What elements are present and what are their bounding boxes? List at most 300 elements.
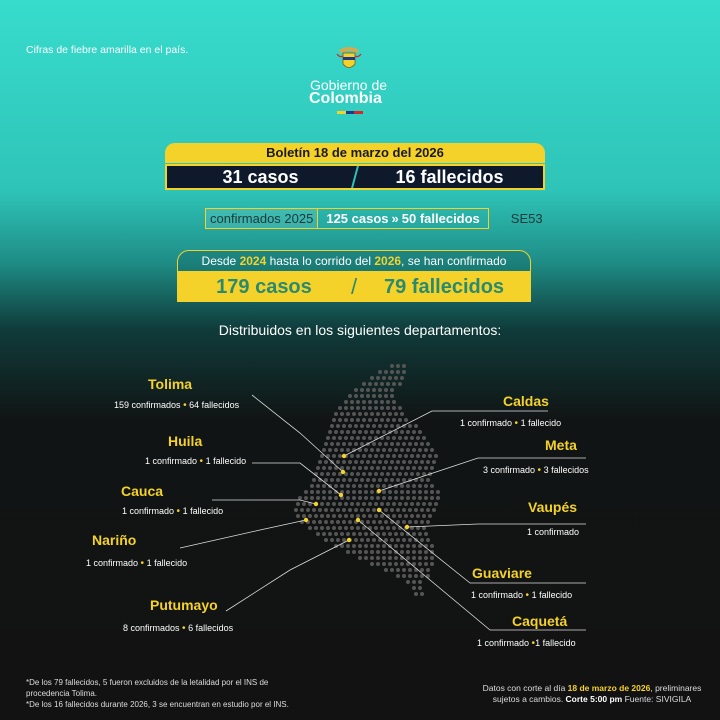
map-dot <box>364 484 368 488</box>
dept-meta <box>545 437 577 453</box>
map-dot <box>380 382 384 386</box>
map-dot <box>368 400 372 404</box>
map-dot <box>376 466 380 470</box>
map-dot <box>388 376 392 380</box>
map-dot <box>350 418 354 422</box>
map-dot <box>410 454 414 458</box>
map-dot <box>324 508 328 512</box>
map-dot <box>412 496 416 500</box>
map-dot <box>354 424 358 428</box>
map-dot <box>322 448 326 452</box>
map-dot <box>342 478 346 482</box>
map-dot <box>368 406 372 410</box>
map-dot <box>332 472 336 476</box>
map-dot <box>402 574 406 578</box>
map-dot <box>390 538 394 542</box>
map-dot <box>416 514 420 518</box>
map-dot <box>418 562 422 566</box>
map-dot <box>356 514 360 518</box>
map-dot <box>322 466 326 470</box>
brand-line2: Colombia <box>309 90 382 107</box>
map-dot <box>412 544 416 548</box>
map-dot <box>400 376 404 380</box>
map-dot <box>342 460 346 464</box>
map-dot <box>420 460 424 464</box>
location-marker <box>405 525 409 529</box>
map-dot <box>364 556 368 560</box>
map-dot <box>416 454 420 458</box>
map-dot <box>382 490 386 494</box>
map-dot <box>368 382 372 386</box>
map-dot <box>328 466 332 470</box>
map-dot <box>424 448 428 452</box>
map-dot <box>408 574 412 578</box>
map-dot <box>358 484 362 488</box>
map-dot <box>382 544 386 548</box>
map-dot <box>380 400 384 404</box>
map-dot <box>338 436 342 440</box>
map-dot <box>338 514 342 518</box>
map-dot <box>376 412 380 416</box>
map-dot <box>412 448 416 452</box>
map-dot <box>376 430 380 434</box>
dept-cauca-stats: 1 confirmado • 1 fallecido <box>122 506 224 517</box>
map-dot <box>412 490 416 494</box>
map-dot <box>408 568 412 572</box>
map-dot <box>346 496 350 500</box>
map-dot <box>390 370 394 374</box>
map-dot <box>358 412 362 416</box>
map-dot <box>360 388 364 392</box>
map-dot <box>346 412 350 416</box>
map-dot <box>400 496 404 500</box>
map-dot <box>388 448 392 452</box>
map-dot <box>360 442 364 446</box>
map-dot <box>408 520 412 524</box>
dept-huila <box>168 433 202 449</box>
map-dot <box>414 508 418 512</box>
map-dot <box>364 430 368 434</box>
map-dot <box>418 532 422 536</box>
map-dot <box>366 424 370 428</box>
map-dot <box>316 490 320 494</box>
map-dot <box>376 496 380 500</box>
dept-confirmed: 1 confirmado <box>527 527 580 537</box>
year-end: 2026 <box>374 254 402 268</box>
map-dot <box>344 502 348 506</box>
map-dot <box>358 544 362 548</box>
dept-caqueta-stats: 1 confirmado •1 fallecido <box>477 638 576 649</box>
map-dot <box>396 508 400 512</box>
map-dot <box>418 550 422 554</box>
map-dot <box>328 532 332 536</box>
map-dot <box>392 514 396 518</box>
map-dot <box>346 544 350 548</box>
map-dot <box>316 484 320 488</box>
location-marker <box>377 508 381 512</box>
map-dot <box>296 502 300 506</box>
map-dot <box>334 496 338 500</box>
map-dot <box>414 460 418 464</box>
dept-confirmed: 1 confirmado <box>86 558 139 568</box>
map-dot <box>386 400 390 404</box>
map-dot <box>414 592 418 596</box>
leader-line <box>212 500 316 504</box>
map-dot <box>314 514 318 518</box>
footnote-right <box>482 683 702 705</box>
map-dot <box>324 538 328 542</box>
map-dot <box>364 550 368 554</box>
map-dot <box>386 526 390 530</box>
map-dot <box>354 388 358 392</box>
dept-name: Tolima <box>148 376 193 392</box>
since-suffix: , se han confirmado <box>401 254 507 268</box>
map-dot <box>334 484 338 488</box>
footnote-prefix: Datos con corte al día <box>482 683 568 693</box>
map-dot <box>368 418 372 422</box>
map-dot <box>380 454 384 458</box>
map-dot <box>406 544 410 548</box>
map-dot <box>368 526 372 530</box>
map-dot <box>416 502 420 506</box>
map-dot <box>312 508 316 512</box>
map-dot <box>330 538 334 542</box>
map-dot <box>346 484 350 488</box>
location-marker <box>314 502 318 506</box>
map-dot <box>368 514 372 518</box>
map-dot <box>392 502 396 506</box>
map-dot <box>374 454 378 458</box>
map-dot <box>412 556 416 560</box>
map-dot <box>370 448 374 452</box>
map-dot <box>350 436 354 440</box>
map-dot <box>352 430 356 434</box>
map-dot <box>326 514 330 518</box>
dept-vaupes <box>528 499 577 515</box>
map-dot <box>374 526 378 530</box>
map-dot <box>432 460 436 464</box>
map-dot <box>412 484 416 488</box>
map-dot <box>400 532 404 536</box>
map-dot <box>372 508 376 512</box>
map-dot <box>338 418 342 422</box>
map-dot <box>364 544 368 548</box>
map-dot <box>336 478 340 482</box>
map-dot <box>408 442 412 446</box>
map-dot <box>318 460 322 464</box>
dept-deaths: 64 fallecidos <box>189 400 240 410</box>
dept-cauca <box>121 483 163 499</box>
distribution-title: Distribuidos en los siguientes departamentos: <box>218 322 502 338</box>
map-dot <box>364 412 368 416</box>
map-dot <box>350 454 354 458</box>
map-dot <box>396 568 400 572</box>
map-dot <box>340 412 344 416</box>
map-dot <box>410 472 414 476</box>
dept-confirmed: 159 confirmados <box>114 400 181 410</box>
map-dot <box>346 430 350 434</box>
map-dot <box>382 376 386 380</box>
map-dot <box>324 442 328 446</box>
map-dot <box>366 388 370 392</box>
map-dot <box>330 478 334 482</box>
map-dot <box>384 424 388 428</box>
map-dot <box>434 502 438 506</box>
map-dot <box>414 520 418 524</box>
dept-confirmed: 1 confirmado <box>122 506 175 516</box>
map-dot <box>406 466 410 470</box>
map-dot <box>352 532 356 536</box>
map-dot <box>328 496 332 500</box>
map-dot <box>308 526 312 530</box>
dept-meta-stats: 3 confirmado • 3 fallecidos <box>483 465 589 476</box>
dept-name: Guaviare <box>472 565 532 581</box>
dept-name: Cauca <box>121 483 164 499</box>
map-dot <box>412 430 416 434</box>
map-dot <box>378 370 382 374</box>
map-dot <box>316 496 320 500</box>
map-dot <box>394 562 398 566</box>
map-dot <box>436 490 440 494</box>
map-dot <box>346 448 350 452</box>
map-dot <box>356 400 360 404</box>
map-dot <box>368 436 372 440</box>
map-dot <box>394 448 398 452</box>
map-dot <box>376 556 380 560</box>
map-dot <box>398 454 402 458</box>
map-dot <box>382 448 386 452</box>
location-marker <box>377 489 381 493</box>
map-dot <box>342 508 346 512</box>
map-dot <box>424 562 428 566</box>
map-dot <box>348 394 352 398</box>
map-dot <box>356 436 360 440</box>
map-dot <box>400 466 404 470</box>
map-dot <box>402 442 406 446</box>
map-dot <box>382 532 386 536</box>
map-dot <box>386 382 390 386</box>
map-dot <box>386 472 390 476</box>
map-dot <box>392 406 396 410</box>
map-dot <box>302 502 306 506</box>
map-dot <box>370 490 374 494</box>
map-dot <box>430 466 434 470</box>
map-dot <box>378 520 382 524</box>
map-dot <box>332 514 336 518</box>
map-dot <box>414 424 418 428</box>
map-dot <box>402 364 406 368</box>
map-dot <box>376 544 380 548</box>
map-dot <box>418 430 422 434</box>
map-dot <box>374 406 378 410</box>
map-dot <box>392 400 396 404</box>
map-dot <box>382 562 386 566</box>
map-dot <box>366 538 370 542</box>
map-dot <box>378 394 382 398</box>
map-dot <box>410 436 414 440</box>
map-dot <box>346 550 350 554</box>
map-dot <box>422 502 426 506</box>
map-dot <box>396 370 400 374</box>
map-dot <box>386 436 390 440</box>
map-dot <box>320 472 324 476</box>
map-dot <box>392 454 396 458</box>
map-dot <box>354 538 358 542</box>
map-dot <box>392 526 396 530</box>
map-dot <box>398 382 402 386</box>
map-dot <box>422 436 426 440</box>
confirmed-2025-cases: 125 casos <box>326 210 389 226</box>
map-dot <box>424 484 428 488</box>
map-dot <box>360 394 364 398</box>
map-dot <box>372 520 376 524</box>
map-dot <box>424 556 428 560</box>
dept-name: Caldas <box>503 393 549 409</box>
map-dot <box>364 466 368 470</box>
dept-name: Nariño <box>92 532 137 548</box>
map-dot <box>362 454 366 458</box>
location-marker <box>304 518 308 522</box>
map-dot <box>396 574 400 578</box>
map-dot <box>418 484 422 488</box>
map-dot <box>362 418 366 422</box>
map-dot <box>390 442 394 446</box>
map-dot <box>382 550 386 554</box>
map-dot <box>380 472 384 476</box>
map-dot <box>370 556 374 560</box>
map-dot <box>330 508 334 512</box>
map-dot <box>366 520 370 524</box>
map-dot <box>322 484 326 488</box>
map-dot <box>374 418 378 422</box>
map-dot <box>426 460 430 464</box>
leader-line <box>180 520 306 548</box>
map-dot <box>334 430 338 434</box>
map-dot <box>324 478 328 482</box>
map-dot <box>418 556 422 560</box>
map-dot <box>370 562 374 566</box>
dept-confirmed: 3 confirmado <box>483 465 536 475</box>
map-dot <box>382 496 386 500</box>
map-dot <box>400 412 404 416</box>
map-dot <box>392 436 396 440</box>
map-dot <box>390 568 394 572</box>
map-dot <box>356 502 360 506</box>
map-dot <box>402 478 406 482</box>
map-dot <box>374 382 378 386</box>
map-dot <box>330 520 334 524</box>
map-dot <box>362 400 366 404</box>
map-dot <box>380 418 384 422</box>
map-dot <box>362 406 366 410</box>
map-dot <box>388 562 392 566</box>
dept-caldas-stats: 1 confirmado • 1 fallecido <box>460 418 562 429</box>
map-dot <box>422 514 426 518</box>
map-dot <box>354 460 358 464</box>
map-dot <box>400 448 404 452</box>
map-dot <box>390 460 394 464</box>
map-dot <box>412 550 416 554</box>
map-dot <box>390 394 394 398</box>
slash-divider: / <box>350 274 358 299</box>
map-dot <box>430 544 434 548</box>
since-cases: 179 casos <box>216 275 312 298</box>
map-dot <box>388 496 392 500</box>
map-dot <box>370 544 374 548</box>
dept-name: Vaupés <box>528 499 578 515</box>
map-dot <box>418 544 422 548</box>
map-dot <box>362 436 366 440</box>
map-dot <box>316 532 320 536</box>
map-dot <box>348 424 352 428</box>
footnote-left <box>26 677 306 710</box>
map-dot <box>380 514 384 518</box>
arrow-icon: » <box>391 210 399 226</box>
map-dot <box>418 496 422 500</box>
map-dot <box>426 538 430 542</box>
map-dot <box>344 400 348 404</box>
map-dot <box>358 532 362 536</box>
map-dot <box>302 514 306 518</box>
dept-putumayo <box>150 597 218 613</box>
map-dot <box>358 466 362 470</box>
map-dot <box>326 502 330 506</box>
map-dot <box>356 418 360 422</box>
map-dot <box>308 514 312 518</box>
map-dot <box>402 370 406 374</box>
map-dot <box>416 436 420 440</box>
map-dot <box>406 430 410 434</box>
map-dot <box>340 532 344 536</box>
map-dot <box>354 508 358 512</box>
map-dot <box>370 496 374 500</box>
map-dot <box>422 454 426 458</box>
map-dot <box>392 382 396 386</box>
map-dot <box>400 490 404 494</box>
map-dot <box>376 376 380 380</box>
dept-putumayo-stats: 8 confirmados • 6 fallecidos <box>123 623 234 634</box>
map-dot <box>406 490 410 494</box>
map-dot <box>394 544 398 548</box>
map-dot <box>390 478 394 482</box>
map-dot <box>322 532 326 536</box>
map-dot <box>348 442 352 446</box>
map-dot <box>398 472 402 476</box>
map-dot <box>426 442 430 446</box>
map-dot <box>298 496 302 500</box>
map-dot <box>310 484 314 488</box>
map-dot <box>336 520 340 524</box>
map-dot <box>406 484 410 488</box>
map-dot <box>380 406 384 410</box>
map-dot <box>346 466 350 470</box>
map-dot <box>400 562 404 566</box>
map-dot <box>336 442 340 446</box>
map-dot <box>420 442 424 446</box>
map-dot <box>294 508 298 512</box>
footnote-line1: *De los 79 fallecidos, 5 fueron excluidos de la letalidad por el INS de procedencia Tolima. <box>26 678 269 698</box>
map-dot <box>394 466 398 470</box>
dept-caqueta <box>512 613 567 629</box>
map-dot <box>352 544 356 548</box>
map-dot <box>372 478 376 482</box>
map-dot <box>378 424 382 428</box>
since-middle: hasta lo corrido del <box>266 254 375 268</box>
dept-name: Meta <box>545 437 577 453</box>
map-dot <box>384 520 388 524</box>
map-dot <box>366 460 370 464</box>
map-dot <box>402 538 406 542</box>
